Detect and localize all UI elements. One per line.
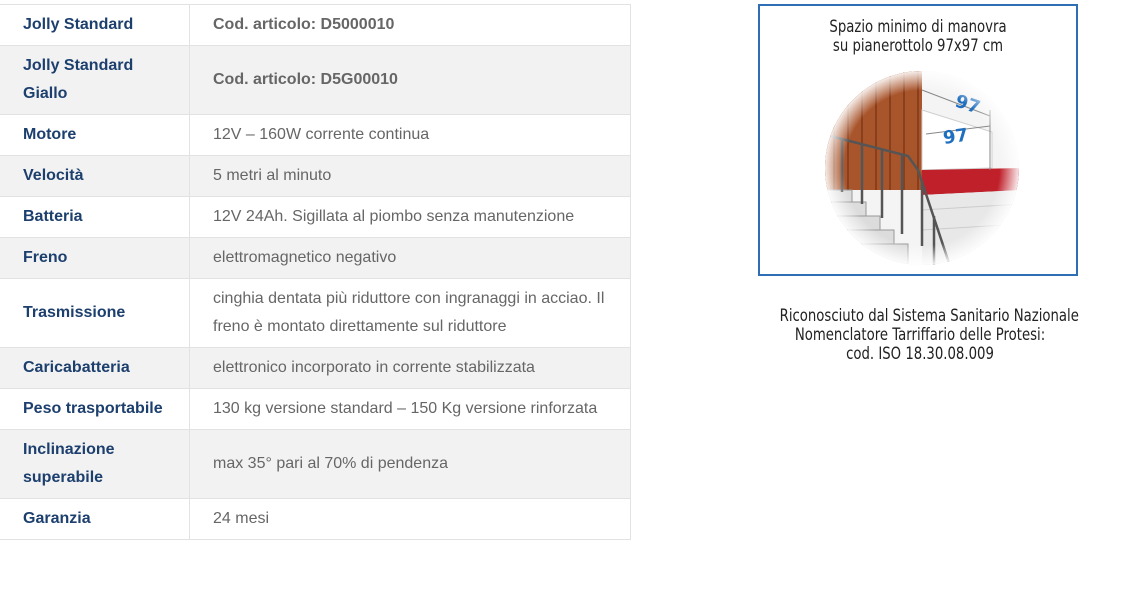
figure-caption-line2: su pianerottolo 97x97 cm — [832, 36, 1004, 56]
figure-caption-line1: Spazio minimo di manovra — [829, 17, 1007, 37]
spec-label: Garanzia — [0, 499, 190, 540]
spec-table — [0, 4, 631, 540]
spec-value: 5 metri al minuto — [190, 156, 631, 197]
spec-value: elettromagnetico negativo — [190, 238, 631, 279]
spec-label: Velocità — [0, 156, 190, 197]
recognition-line3: cod. ISO 18.30.08.009 — [846, 344, 994, 364]
table-row — [0, 499, 631, 540]
spec-value: elettronico incorporato in corrente stabilizzata — [190, 348, 631, 389]
spec-label: Peso trasportabile — [0, 389, 190, 430]
spec-label: Batteria — [0, 197, 190, 238]
table-row — [0, 238, 631, 279]
spec-value: cinghia dentata più riduttore con ingranaggi in acciao. Il freno è montato direttamente sul riduttore — [190, 279, 631, 348]
landing-space-figure — [758, 4, 1078, 276]
table-row — [0, 430, 631, 499]
spec-label: Freno — [0, 238, 190, 279]
figure-caption — [795, 18, 1041, 56]
spec-value: 12V 24Ah. Sigillata al piombo senza manutenzione — [190, 197, 631, 238]
table-row — [0, 279, 631, 348]
spec-value: Cod. articolo: D5G00010 — [190, 46, 631, 115]
table-row — [0, 46, 631, 115]
table-row — [0, 156, 631, 197]
stair-landing-illustration — [822, 70, 1022, 266]
spec-value: 12V – 160W corrente continua — [190, 115, 631, 156]
table-row — [0, 197, 631, 238]
spec-label: Motore — [0, 115, 190, 156]
spec-label: Caricabatteria — [0, 348, 190, 389]
health-system-recognition — [779, 306, 1079, 364]
spec-value: 24 mesi — [190, 499, 631, 540]
spec-label: Trasmissione — [0, 279, 190, 348]
spec-label: Jolly Standard Giallo — [0, 46, 190, 115]
table-row — [0, 389, 631, 430]
table-row — [0, 5, 631, 46]
spec-label: Inclinazione superabile — [0, 430, 190, 499]
table-row — [0, 115, 631, 156]
spec-label: Jolly Standard — [0, 5, 190, 46]
spec-value: 130 kg versione standard – 150 Kg versione rinforzata — [190, 389, 631, 430]
table-row — [0, 348, 631, 389]
recognition-line1: Riconosciuto dal Sistema Sanitario Nazionale — [779, 306, 1079, 326]
recognition-line2: Nomenclatore Tarriffario delle Protesi: — [794, 325, 1046, 345]
spec-value: Cod. articolo: D5000010 — [190, 5, 631, 46]
spec-value: max 35° pari al 70% di pendenza — [190, 430, 631, 499]
